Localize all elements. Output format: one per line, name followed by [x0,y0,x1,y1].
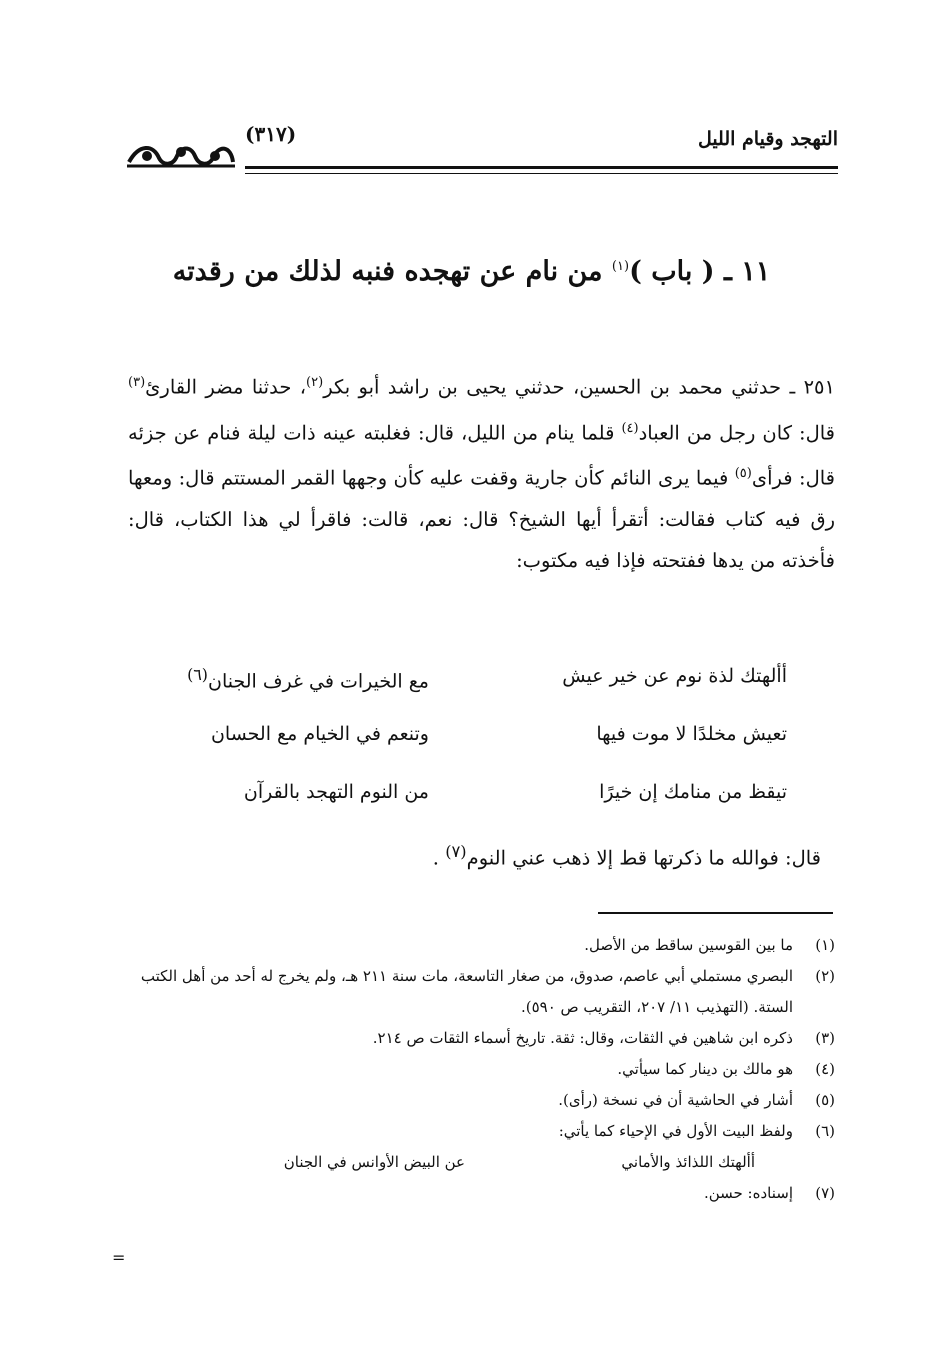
footnote [120,1085,835,1116]
verse-first-hemistich: تيقظ من منامك إن خيرًا [599,781,787,803]
closing-line [433,842,821,870]
footnote-text: أشار في الحاشية أن في نسخة (رأى). [558,1091,793,1109]
chapter-title [150,242,793,297]
footnote-number: (٢) [815,967,835,985]
footnote [120,1054,835,1085]
footnote-separator [598,912,833,914]
footnote-text: إسناده: حسن. [703,1184,793,1202]
header-ornament-icon [125,136,237,172]
poem [128,665,835,839]
note-ref-7: (٧) [445,842,467,861]
verse-second-hemistich: من النوم التهجد بالقرآن [243,781,429,803]
footnote-number: (٤) [815,1060,835,1078]
narration-paragraph [128,362,835,581]
narration-part-5: فيما يرى النائم كأن جارية وقفت عليه كأن وجهها القمر المستتم قال: ومعها رق فيه كتاب فقالت: أتقرأ أيها الشيخ؟ قال: نعم، قالت: فاقرأ لي هذا الكتاب، قال: فأخذته من يدها ففتحته فإذا فيه مكتوب: [128,466,835,572]
footnote-text: ما بين القوسين ساقط من الأصل. [584,936,793,954]
note-ref-3: (٣) [128,375,146,390]
chapter-heading: من نام عن تهجده فنبه لذلك من رقدته [172,256,603,287]
footnote-number: (١) [815,936,835,954]
narration-part-4: قلما ينام من الليل، قال: فغلبته عينه ذات ليلة فنام عن جزئه قال: فرأى [128,421,835,490]
verse-line [128,723,835,781]
footnote [120,1023,835,1054]
footnote-text: هو مالك بن دينار كما سيأتي. [617,1060,793,1078]
verse-second-hemistich [187,665,429,692]
footnote [120,961,835,1023]
footnote [120,1178,835,1209]
footnote-number: (٦) [815,1122,835,1140]
footnote-text: البصري مستملي أبي عاصم، صدوق، من صغار التاسعة، مات سنة ٢١١ هـ، ولم يخرج له أحد من أهل الكتب الستة. (التهذيب ١١/ ٢٠٧، التقريب ص ٥٩٠). [140,967,793,1016]
footnote-verse-first: أألهتك اللذائذ والأماني [621,1153,755,1171]
note-ref-4: (٤) [621,420,639,436]
chapter-note-ref: (١) [611,259,630,274]
chapter-prefix: ١١ ـ ( باب ) [629,256,771,287]
page-header [120,118,838,178]
note-ref-5: (٥) [734,466,752,481]
verse-second-text: مع الخيرات في غرف الجنان [207,670,429,693]
narration-part-2: ، حدثنا مضر القارئ [145,375,307,399]
closing-end: . [432,846,446,870]
footnote-verse-second: عن البيض الأوانس في الجنان [283,1153,465,1171]
narration-part-1: ٢٥١ ـ حدثني محمد بن الحسين، حدثني يحيى بن راشد أبو بكر [323,375,835,399]
footnotes [120,930,835,1209]
footnote-text: ولفظ البيت الأول في الإحياء كما يأتي: [558,1122,793,1140]
footnote-number: (٣) [815,1029,835,1047]
header-rule-thick [245,166,838,169]
closing-text: قال: فوالله ما ذكرتها قط إلا ذهب عني النوم [466,846,821,870]
verse-line [128,781,835,839]
footnote [120,930,835,961]
verse-line [128,665,835,723]
footnote [120,1116,835,1147]
verse-second-hemistich: وتنعم في الخيام مع الحسان [210,723,429,745]
footnote-number: (٧) [815,1184,835,1202]
note-ref-6: (٦) [187,665,208,684]
verse-first-hemistich: تعيش مخلدًا لا موت فيها [596,723,787,745]
note-ref-2: (٢) [306,375,324,390]
footnote-text: ذكره ابن شاهين في الثقات، وقال: ثقة. تاريخ أسماء الثقات ص ٢١٤. [372,1029,793,1047]
footnote-verse [120,1147,835,1178]
narration-part-3: قال: كان رجل من العباد [638,421,835,444]
page-number: (٣١٧) [245,122,297,146]
footnote-number: (٥) [815,1091,835,1109]
continuation-mark: = [112,1248,126,1267]
header-rule-thin [245,173,838,174]
running-title: التهجد وقيام الليل [697,128,838,150]
verse-first-hemistich: أألهتك لذة نوم عن خير عيش [562,665,787,687]
